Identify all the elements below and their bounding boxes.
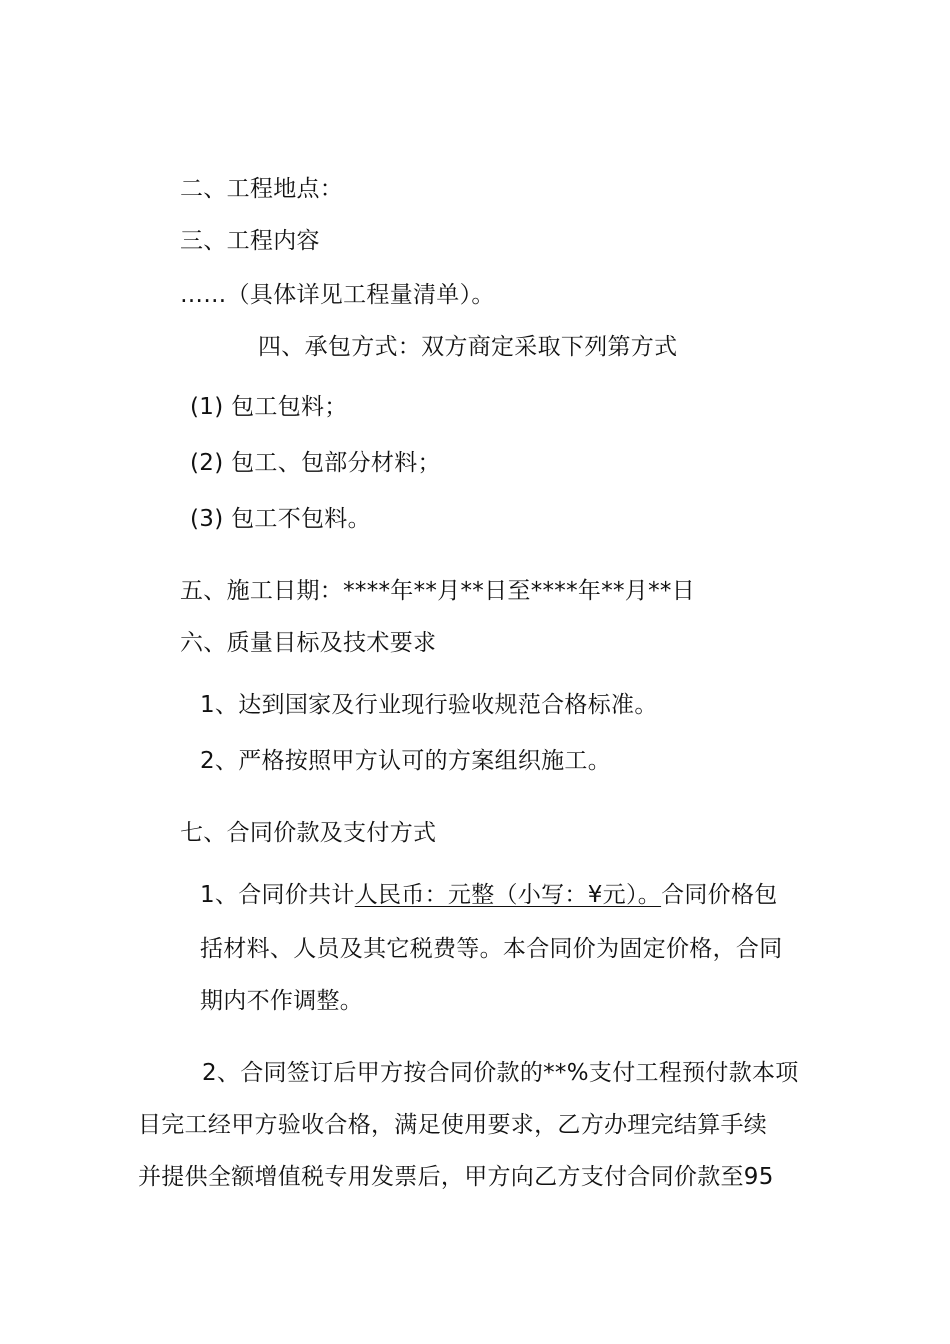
- section-4-option-1: (1) 包工包料；: [190, 394, 348, 420]
- section-4-option-2: (2) 包工、包部分材料；: [190, 450, 441, 476]
- section-7-item-1-line-1: [200, 880, 778, 910]
- section-3-detail: ……（具体详见工程量清单）。: [180, 282, 495, 308]
- section-6-item-2: 2、严格按照甲方认可的方案组织施工。: [200, 748, 612, 774]
- section-7-item-2-line-2: 目完工经甲方验收合格，满足使用要求，乙方办理完结算手续: [138, 1112, 768, 1138]
- section-3-heading: 三、工程内容: [180, 228, 320, 254]
- section-6-heading: 六、质量目标及技术要求: [180, 630, 437, 656]
- section-7-item-2-line-3: 并提供全额增值税专用发票后，甲方向乙方支付合同价款至95: [138, 1164, 774, 1190]
- section-7-item-1-suffix: 合同价格包: [661, 882, 778, 908]
- section-7-item-2-line-1: 2、合同签订后甲方按合同价款的**%支付工程预付款本项: [202, 1060, 799, 1086]
- section-5-heading: 五、施工日期：****年**月**日至****年**月**日: [180, 578, 695, 604]
- section-2-heading: 二、工程地点：: [180, 176, 344, 202]
- section-7-item-1-line-3: 期内不作调整。: [200, 988, 364, 1014]
- section-7-item-1-prefix: 1、合同价共计: [200, 882, 355, 908]
- section-7-item-1-line-2: 括材料、人员及其它税费等。本合同价为固定价格，合同: [200, 936, 783, 962]
- section-4-heading: 四、承包方式：双方商定采取下列第方式: [258, 334, 678, 360]
- section-4-option-3: (3) 包工不包料。: [190, 506, 371, 532]
- section-7-heading: 七、合同价款及支付方式: [180, 820, 437, 846]
- contract-price-blank: 人民币：元整（小写：¥元）。: [354, 882, 662, 908]
- section-6-item-1: 1、达到国家及行业现行验收规范合格标准。: [200, 692, 658, 718]
